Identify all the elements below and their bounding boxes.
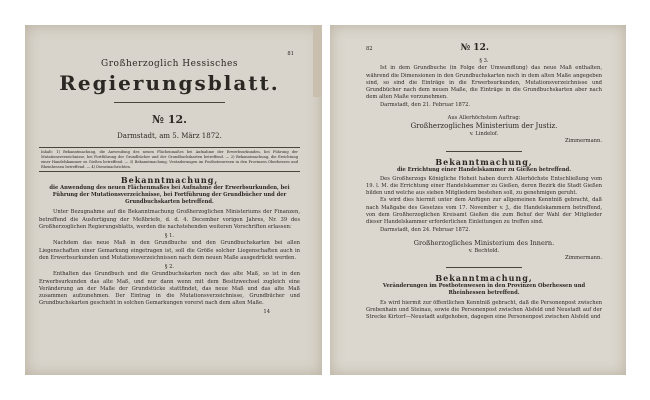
contents: Inhalt: 1) Bekanntmachung, die Anwendung des neuen Flächenmaßes bei Aufnahme der Erwerbsurkunden, bei Führung der Mutationsverzeichnisse, bei Fortführung der Grundbücher und der Grundbuchskarten betreffend. — 2) Bekanntmachung, die Errichtung einer Handelskammer zu Gießen betreffend. — 3) Bekanntmachung, Veränderungen im Postbotenwesen in den Provinzen Oberhessen und Rheinhessen betreffend. — 4) Dienstnachrichten. (41, 150, 298, 169)
page-number: 82 (366, 46, 373, 52)
notice-paragraph: Es wird hiermit zur öffentlichen Kenntniß gebracht, daß die Personenpost zwischen Grebenhain und Steinau, sowie die Personenpost zwischen Alsfeld und Neustadt auf der Strecke Kirtorf—Neustadt aufgehoben, dagegen eine Personenpost zwischen Alsfeld und (366, 299, 602, 321)
clerk: Zimmermann. (565, 254, 602, 261)
section-paragraph: Enthalten das Grundbuch und die Grundbuchskarten noch das alte Maß, so ist in den Erwerbsurkunden das alte Maß, und nur dann wenn mit dem Besitzwechsel zugleich eine Veränderung an der Maße der Grundstücke stattfindet, das neue Maß und das alte Maß zusammen aufzunehmen. Der Eintrag in die Mutationsverzeichnisse, Grundbücher und Grundbuchskarten geschieht in solchen Gemarkungen vorerst nach dem alten Maße. (39, 271, 300, 307)
clerk: Zimmermann. (565, 138, 602, 145)
notice-subtitle: die Errichtung einer Handelskammer zu Gießen betreffend. (396, 166, 572, 173)
notice-subtitle: Veränderungen im Postbotenwesen in den Provinzen Oberhessen und Rheinhessen betreffend. (382, 283, 586, 297)
section-label: § 1. (164, 233, 175, 240)
issue-number: № 12. (152, 113, 187, 127)
notice-title: Bekanntmachung, (435, 273, 533, 284)
ministry: Großherzogliches Ministerium der Justiz. (410, 121, 558, 130)
notice-title: Bekanntmachung, (435, 156, 533, 167)
divider (446, 267, 522, 268)
notice-paragraph: Des Großherzogs Königliche Hoheit haben durch Allerhöchste Entschließung vom 19. l. M. die Errichtung einer Handelskammer zu Gießen, deren Bezirk die Stadt Gießen bilden und welche aus sieben Mitgliedern bestehen soll, zu genehmigen geruht. (366, 175, 602, 197)
divider (39, 147, 300, 148)
dateline: Darmstadt, den 21. Februar 1872. (380, 102, 471, 109)
dateline: Darmstadt, den 24. Februar 1872. (380, 227, 471, 234)
section-label: § 2. (164, 264, 175, 270)
signer: v. Bechtold. (468, 247, 500, 254)
right-page (330, 25, 626, 375)
notice-title: Bekanntmachung, (120, 175, 219, 186)
signature-mark: 14 (263, 309, 270, 316)
order-line: Aus Allerhöchstem Auftrag: (447, 114, 521, 121)
notice-subtitle: die Anwendung des neuen Flächenmaßes bei Aufnahme der Erwerbsurkunden, bei Führung der Mutationsverzeichnisse, bei Fortführung der Grundbücher und der Grundbuchskarten betreffend. (49, 185, 290, 206)
section-label: § 3. (479, 58, 489, 64)
masthead-title: Regierungsblatt. (59, 71, 280, 96)
dateline: Darmstadt, am 5. März 1872. (117, 132, 222, 141)
masthead-top: Großherzoglich Hessisches (101, 59, 238, 70)
divider (446, 151, 522, 152)
page-index-tab (313, 25, 322, 97)
issue-number: № 12. (460, 43, 489, 53)
section-paragraph: Ist in dem Grundbuche (in Folge der Umwandlung) das neue Maß enthalten, während die Dimensionen in den Grundbuchskarten noch in dem alten Maße angegeben sind, so sind die Einträge in die Erwerbsurkunden, Mutationsverzeichnisse und Grundbücher nach dem neuen Maße, die Einträge in die Grundbuchskarten aber nach dem alten Maße vorzunehmen. (366, 65, 602, 101)
left-page (25, 25, 322, 375)
notice-paragraph: Es wird dies hiermit unter dem Anfügen zur allgemeinen Kenntniß gebracht, daß nach Maßgabe des Gesetzes vom 17. November v. J., die Handelskammern betreffend, von dem Großherzoglichen Kreisamt Gießen die zum Behuf der Wahl der Mitglieder dieser Handelskammer erforderlichen Einleitungen zu treffen sind. (366, 197, 602, 226)
ministry: Großherzogliches Ministerium des Innern. (413, 238, 555, 247)
intro-paragraph: Unter Bezugnahme auf die Bekanntmachung Großherzoglichen Ministeriums der Finanzen, betreffend die Ausfertigung der Meßbriefe, d. d. 4. December vorigen Jahres, Nr. 39 des Großherzoglichen Regierungsblatts, werden die nachstehenden weiteren Vorschriften erlassen: (39, 209, 300, 230)
divider (39, 171, 300, 172)
signer: v. Lindelof. (469, 130, 499, 137)
section-paragraph: Nachdem das neue Maß in den Grundbuche und den Grundbuchskarten bei allen Liegenschaften einer Gemarkung eingetragen ist, soll die Größe solcher Liegenschaften auch in den Erwerbsurkunden und Mutationsverzeichnissen nach dem neuen Maße ausgedrückt werden. (39, 240, 300, 261)
divider (114, 102, 225, 103)
page-number: 81 (287, 51, 294, 57)
